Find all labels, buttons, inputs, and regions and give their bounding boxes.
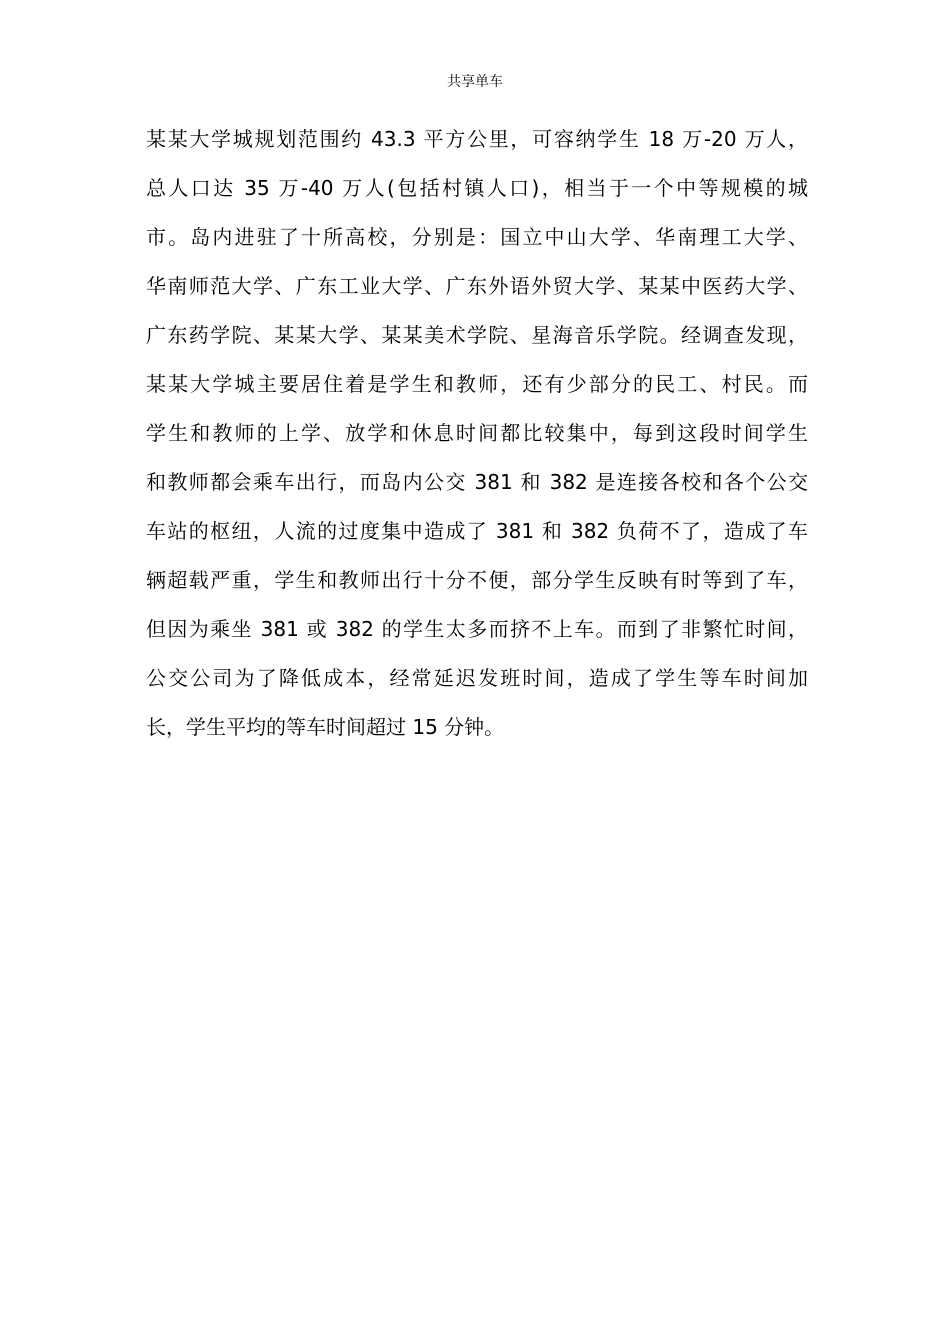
paragraph-line: 长，学生平均的等车时间超过 15 分钟。 — [146, 715, 505, 739]
paragraph-line: 辆超载严重，学生和教师出行十分不便，部分学生反映有时等到了车， — [146, 568, 808, 592]
paragraph-line: 广东药学院、某某大学、某某美术学院、星海音乐学院。经调查发现， — [146, 323, 808, 347]
paragraph-line: 公交公司为了降低成本，经常延迟发班时间，造成了学生等车时间加 — [146, 666, 808, 690]
paragraph-line: 某某大学城规划范围约 43.3 平方公里，可容纳学生 18 万-20 万人， — [146, 127, 808, 151]
paragraph-line: 市。岛内进驻了十所高校，分别是：国立中山大学、华南理工大学、 — [146, 225, 808, 249]
paragraph-line: 和教师都会乘车出行，而岛内公交 381 和 382 是连接各校和各个公交 — [146, 470, 808, 494]
paragraph-line: 某某大学城主要居住着是学生和教师，还有少部分的民工、村民。而 — [146, 372, 808, 396]
paragraph-line: 车站的枢纽，人流的过度集中造成了 381 和 382 负荷不了，造成了车 — [146, 519, 808, 543]
paragraph-line: 但因为乘坐 381 或 382 的学生太多而挤不上车。而到了非繁忙时间， — [146, 617, 808, 641]
paragraph-line: 学生和教师的上学、放学和休息时间都比较集中，每到这段时间学生 — [146, 421, 808, 445]
page-header-title: 共享单车 — [447, 74, 503, 90]
paragraph-line: 华南师范大学、广东工业大学、广东外语外贸大学、某某中医药大学、 — [146, 274, 808, 298]
paragraph-line: 总人口达 35 万-40 万人(包括村镇人口)，相当于一个中等规模的城 — [146, 176, 808, 200]
